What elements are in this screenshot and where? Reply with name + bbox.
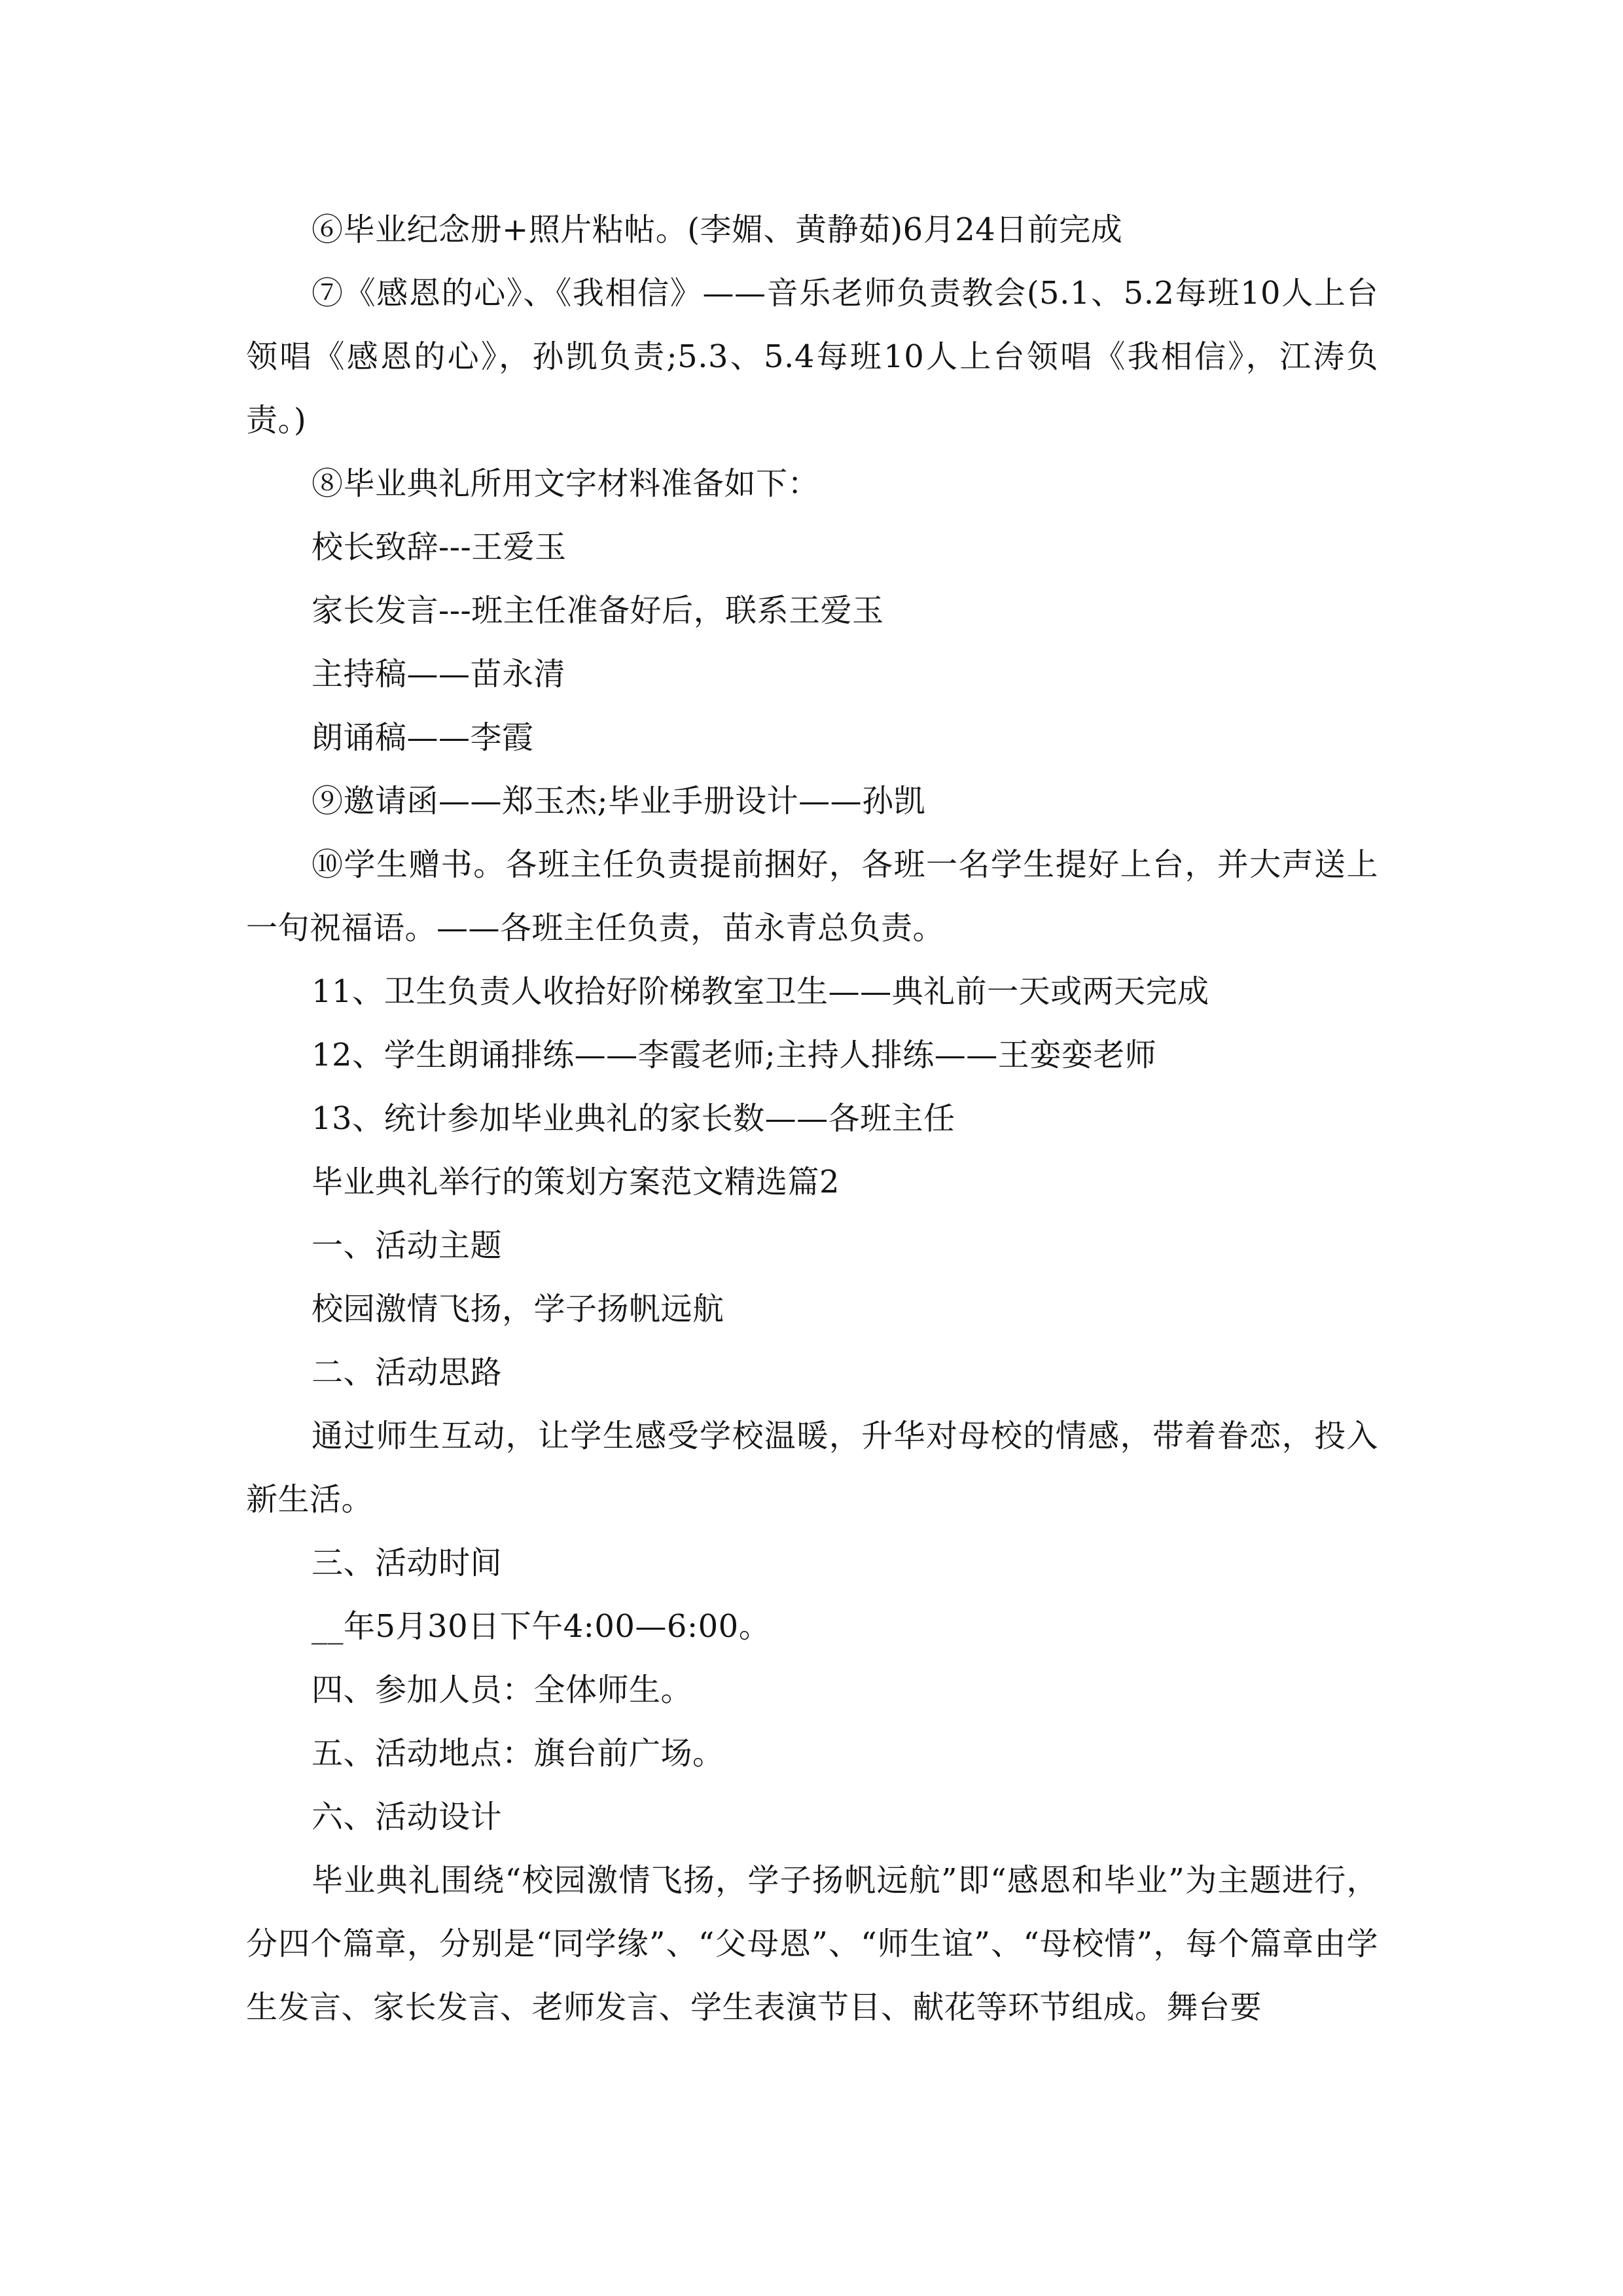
paragraph-idea: 通过师生互动，让学生感受学校温暖，升华对母校的情感，带着眷恋，投入新生活。 — [246, 1418, 1378, 1518]
section-title-plan-2: 毕业典礼举行的策划方案范文精选篇2 — [312, 1164, 840, 1200]
heading-activity-design: 六、活动设计 — [312, 1799, 503, 1835]
paragraph-recitation-script: 朗诵稿——李霞 — [312, 719, 534, 756]
paragraph-book-gift: ⑩学生赠书。各班主任负责提前捆好，各班一名学生提好上台，并大声送上一句祝福语。——各班主任负责，苗永青总负责。 — [246, 846, 1378, 946]
paragraph-cleaning: 11、卫生负责人收拾好阶梯教室卫生——典礼前一天或两天完成 — [312, 973, 1209, 1010]
paragraph-host-script: 主持稿——苗永清 — [312, 656, 566, 692]
heading-activity-idea: 二、活动思路 — [312, 1354, 503, 1391]
paragraph-time: __年5月30日下午4:00—6:00。 — [312, 1608, 771, 1645]
paragraph-participants: 四、参加人员：全体师生。 — [312, 1672, 693, 1708]
paragraph-principal-speech: 校长致辞---王爱玉 — [312, 529, 567, 565]
paragraph-design: 毕业典礼围绕“校园激情飞扬，学子扬帆远航”即“感恩和毕业”为主题进行，分四个篇章，分别是“同学缘”、“父母恩”、“师生谊”、“母校情”，每个篇章由学生发言、家长发言、老师发言、学生表演节目、献花等环节组成。舞台要 — [246, 1862, 1378, 2026]
heading-activity-theme: 一、活动主题 — [312, 1227, 503, 1264]
paragraph-location: 五、活动地点：旗台前广场。 — [312, 1735, 724, 1772]
paragraph-text-materials: ⑧毕业典礼所用文字材料准备如下： — [312, 465, 820, 502]
paragraph-rehearsal: 12、学生朗诵排练——李霞老师;主持人排练——王娈娈老师 — [312, 1037, 1157, 1073]
paragraph-commemorative-album: ⑥毕业纪念册+照片粘帖。(李媚、黄静茹)6月24日前完成 — [312, 211, 1123, 248]
document-body — [246, 198, 1378, 2039]
paragraph-parent-speech: 家长发言---班主任准备好后，联系王爱玉 — [312, 592, 884, 629]
paragraph-songs-training: ⑦《感恩的心》、《我相信》——音乐老师负责教会(5.1、5.2每班10人上台领唱《感恩的心》，孙凯负责;5.3、5.4每班10人上台领唱《我相信》，江涛负责。) — [246, 275, 1378, 439]
paragraph-theme: 校园激情飞扬，学子扬帆远航 — [312, 1291, 724, 1327]
heading-activity-time: 三、活动时间 — [312, 1545, 503, 1581]
paragraph-parent-count: 13、统计参加毕业典礼的家长数——各班主任 — [312, 1100, 955, 1137]
paragraph-invitation: ⑨邀请函——郑玉杰;毕业手册设计——孙凯 — [312, 783, 926, 819]
